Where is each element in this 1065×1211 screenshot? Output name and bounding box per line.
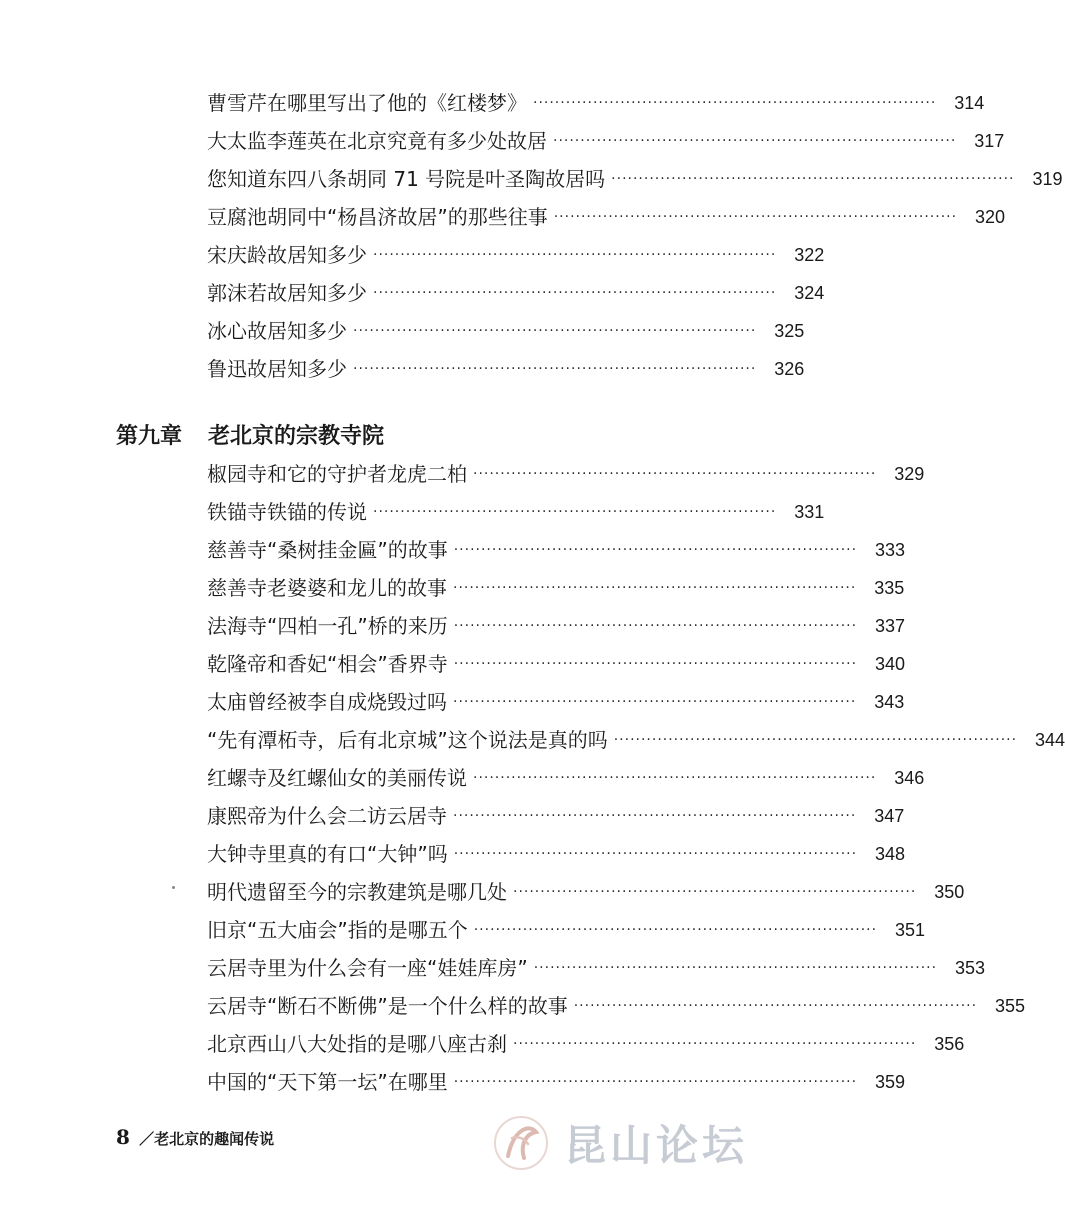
- toc-entry-page: 333: [875, 540, 906, 560]
- toc-entry-page: 353: [955, 958, 986, 978]
- toc-entry[interactable]: [207, 1029, 965, 1059]
- toc-entry-title: 北京西山八大处指的是哪八座古刹: [207, 1032, 507, 1056]
- toc-entry[interactable]: [207, 687, 905, 717]
- toc-entry[interactable]: [207, 915, 926, 945]
- toc-entry-page: 325: [774, 321, 805, 341]
- dot-leader: ··········································································: [373, 285, 777, 301]
- dot-leader: ··········································································: [553, 209, 958, 225]
- toc-entry-title: 您知道东四八条胡同 71 号院是叶圣陶故居吗: [207, 167, 606, 191]
- toc-entry-title: 宋庆龄故居知多少: [207, 243, 367, 267]
- toc-entry[interactable]: [207, 497, 825, 527]
- toc-entry[interactable]: [207, 877, 965, 907]
- toc-entry[interactable]: [207, 459, 925, 489]
- print-speck: [172, 886, 175, 889]
- toc-entry-page: 348: [875, 844, 906, 864]
- toc-entry-title: 红螺寺及红螺仙女的美丽传说: [207, 766, 467, 790]
- toc-entry-title: 云居寺里为什么会有一座“娃娃库房”: [207, 956, 528, 980]
- chapter-heading[interactable]: [116, 419, 384, 450]
- chapter-title: 老北京的宗教寺院: [208, 423, 385, 449]
- toc-entry-page: 346: [894, 768, 925, 788]
- toc-entry-page: 359: [875, 1072, 906, 1092]
- toc-entry-page: 344: [1035, 730, 1065, 750]
- toc-entry-title: 大太监李莲英在北京究竟有多少处故居: [207, 129, 547, 153]
- toc-entry-title: 鲁迅故居知多少: [207, 357, 347, 381]
- dot-leader: ··········································································: [353, 361, 757, 377]
- dot-leader: ··········································································: [533, 95, 937, 111]
- dot-leader: ··········································································: [453, 1074, 858, 1090]
- dot-leader: ··········································································: [453, 808, 857, 824]
- toc-entry-title: 铁锚寺铁锚的传说: [207, 500, 367, 524]
- dot-leader: ··········································································: [553, 133, 957, 149]
- toc-entry-page: 347: [874, 806, 905, 826]
- toc-entry[interactable]: [207, 839, 906, 869]
- toc-entry-page: 335: [874, 578, 905, 598]
- toc-entry-page: 337: [875, 616, 906, 636]
- chapter-number: 第九章: [116, 423, 183, 449]
- toc-entry[interactable]: [207, 535, 906, 565]
- toc-entry[interactable]: [207, 316, 805, 346]
- toc-entry[interactable]: [207, 573, 905, 603]
- dot-leader: ··········································································: [353, 323, 757, 339]
- toc-entry[interactable]: [207, 164, 1063, 194]
- toc-entry-page: 329: [894, 464, 925, 484]
- toc-entry[interactable]: [207, 991, 1026, 1021]
- toc-entry[interactable]: [207, 725, 1065, 755]
- dot-leader: ··········································································: [513, 1036, 917, 1052]
- dot-leader: ··········································································: [533, 960, 938, 976]
- toc-entry-title: 大钟寺里真的有口“大钟”吗: [207, 842, 448, 866]
- toc-entry[interactable]: [207, 953, 986, 983]
- toc-entry-title: 慈善寺“桑树挂金匾”的故事: [207, 538, 448, 562]
- toc-entry-page: 320: [975, 207, 1006, 227]
- toc-entry-title: 云居寺“断石不断佛”是一个什么样的故事: [207, 994, 568, 1018]
- toc-entry-title: 乾隆帝和香妃“相会”香界寺: [207, 652, 448, 676]
- toc-entry[interactable]: [207, 88, 985, 118]
- toc-entry-page: 326: [774, 359, 805, 379]
- watermark: [486, 1108, 748, 1178]
- toc-entry[interactable]: [207, 278, 825, 308]
- toc-entry-page: 351: [895, 920, 926, 940]
- dot-leader: ··········································································: [473, 770, 877, 786]
- toc-entry-title: 郭沫若故居知多少: [207, 281, 367, 305]
- toc-entry-title: 康熙帝为什么会二访云居寺: [207, 804, 447, 828]
- dot-leader: ··········································································: [473, 922, 878, 938]
- toc-entry-page: 350: [934, 882, 965, 902]
- page-footer: [116, 1125, 274, 1149]
- toc-entry-title: 明代遗留至今的宗教建筑是哪几处: [207, 880, 507, 904]
- toc-entry-title: 曹雪芹在哪里写出了他的《红楼梦》: [207, 91, 527, 115]
- dot-leader: ··········································································: [453, 694, 857, 710]
- toc-entry[interactable]: [207, 763, 925, 793]
- toc-entry-page: 317: [974, 131, 1005, 151]
- dot-leader: ··········································································: [453, 846, 858, 862]
- toc-entry[interactable]: [207, 1067, 906, 1097]
- watermark-text: 昆山论坛: [564, 1121, 749, 1170]
- dot-leader: ··········································································: [573, 998, 978, 1014]
- toc-entry[interactable]: [207, 126, 1005, 156]
- dot-leader: ··········································································: [613, 732, 1018, 748]
- toc-entry-title: 旧京“五大庙会”指的是哪五个: [207, 918, 468, 942]
- toc-entry-title: 太庙曾经被李自成烧毁过吗: [207, 690, 447, 714]
- toc-entry-page: 343: [874, 692, 905, 712]
- toc-entry-page: 322: [794, 245, 825, 265]
- dot-leader: ··········································································: [513, 884, 917, 900]
- toc-entry[interactable]: [207, 240, 825, 270]
- dot-leader: ··········································································: [611, 171, 1015, 187]
- toc-entry-title: 法海寺“四柏一孔”桥的来历: [207, 614, 448, 638]
- dot-leader: ··········································································: [453, 618, 858, 634]
- toc-entry[interactable]: [207, 649, 906, 679]
- seal-logo-icon: [486, 1108, 556, 1178]
- footer-page-number: 8: [116, 1125, 130, 1149]
- toc-entry-title: “先有潭柘寺，后有北京城”这个说法是真的吗: [207, 728, 608, 752]
- dot-leader: ··········································································: [373, 504, 777, 520]
- toc-entry-title: 中国的“天下第一坛”在哪里: [207, 1070, 448, 1094]
- toc-entry-title: 慈善寺老婆婆和龙儿的故事: [207, 576, 447, 600]
- toc-entry[interactable]: [207, 354, 805, 384]
- toc-entry-page: 356: [934, 1034, 965, 1054]
- toc-entry[interactable]: [207, 801, 905, 831]
- toc-entry-page: 340: [875, 654, 906, 674]
- toc-entry-page: 314: [954, 93, 985, 113]
- toc-entry-page: 355: [995, 996, 1026, 1016]
- toc-entry-page: 331: [794, 502, 825, 522]
- dot-leader: ··········································································: [453, 580, 857, 596]
- toc-entry[interactable]: [207, 611, 906, 641]
- toc-entry-page: 324: [794, 283, 825, 303]
- dot-leader: ··········································································: [453, 656, 858, 672]
- dot-leader: ··········································································: [473, 466, 877, 482]
- dot-leader: ··········································································: [373, 247, 777, 263]
- toc-entry-title: 冰心故居知多少: [207, 319, 347, 343]
- toc-entry-page: 319: [1032, 169, 1063, 189]
- toc-entry[interactable]: [207, 202, 1006, 232]
- toc-entry-title: 椒园寺和它的守护者龙虎二柏: [207, 462, 467, 486]
- footer-book-title: 老北京的趣闻传说: [154, 1130, 275, 1148]
- dot-leader: ··········································································: [453, 542, 858, 558]
- footer-separator: ／: [139, 1130, 155, 1148]
- toc-entry-title: 豆腐池胡同中“杨昌济故居”的那些往事: [207, 205, 548, 229]
